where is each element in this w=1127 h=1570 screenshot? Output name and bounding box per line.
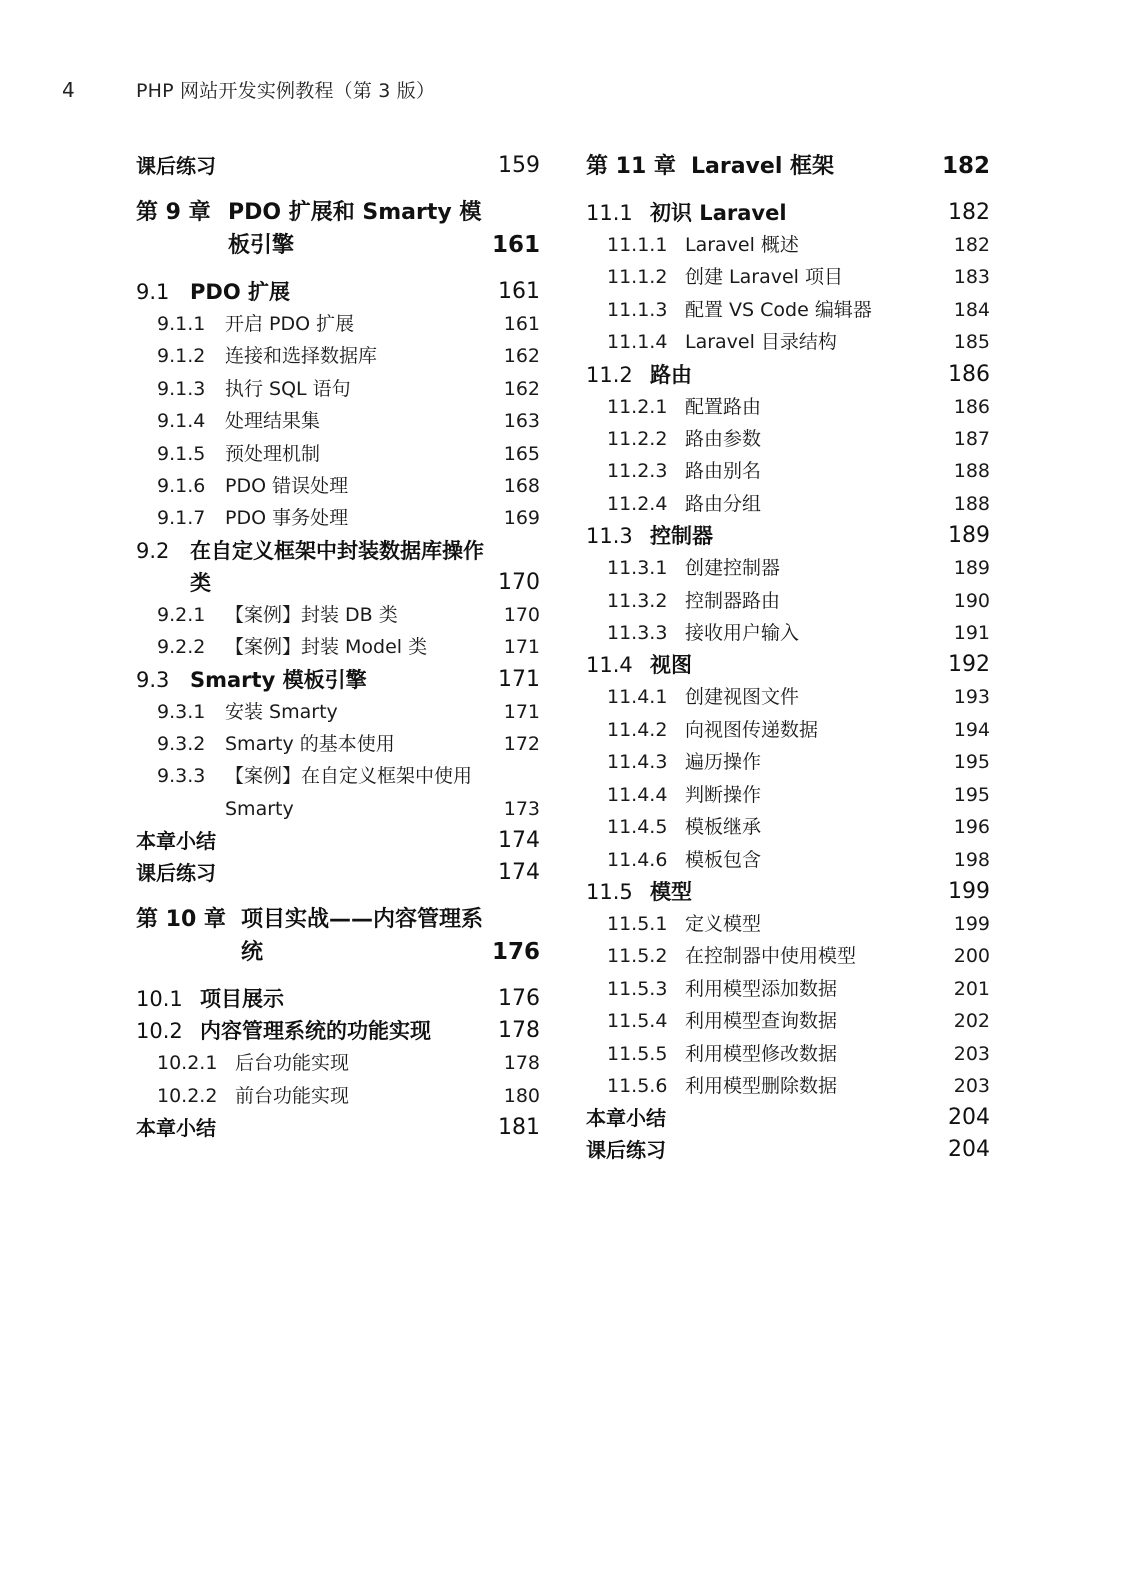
toc-entry-title: Laravel 目录结构	[685, 331, 837, 354]
toc-entry-page: 184	[953, 298, 990, 321]
toc-entry-page: 171	[503, 636, 540, 659]
toc-entry-title: 创建控制器	[685, 557, 781, 580]
toc-entry-number: 11.3.1	[607, 557, 668, 580]
toc-entry-title: PDO 错误处理	[225, 475, 349, 498]
toc-subsection[interactable]	[586, 940, 990, 972]
toc-entry-title: 路由参数	[685, 428, 762, 451]
toc-entry-title: 路由别名	[685, 460, 762, 483]
toc-entry-page: 176	[498, 986, 540, 1012]
toc-entry-page: 186	[953, 395, 990, 418]
toc-subsection[interactable]	[586, 423, 990, 455]
toc-subsection[interactable]	[586, 681, 990, 713]
toc-entry-page: 161	[503, 313, 540, 335]
toc-entry-page: 171	[503, 700, 540, 723]
toc-column-right	[586, 150, 990, 1166]
toc-entry-title: 控制器	[650, 524, 713, 549]
toc-subsection[interactable]	[586, 585, 990, 617]
toc-entry-title: 控制器路由	[685, 589, 781, 612]
toc-entry-title: 配置路由	[685, 395, 762, 418]
toc-entry-page: 171	[498, 666, 540, 692]
toc-entry-page: 180	[503, 1084, 540, 1107]
toc-spacer	[586, 183, 990, 197]
toc-entry-number: 11.1	[586, 201, 633, 225]
toc-entry-title: 【案例】封装 Model 类	[225, 636, 428, 659]
toc-subsection[interactable]	[586, 746, 990, 778]
toc-entry-page: 192	[948, 652, 990, 678]
toc-entry-title: 利用模型查询数据	[685, 1010, 838, 1033]
toc-section[interactable]	[586, 649, 990, 681]
page-number: 4	[62, 78, 75, 102]
toc-subsection[interactable]	[586, 844, 990, 876]
toc-entry-number: 11.1.2	[607, 266, 668, 289]
toc-entry-page: 163	[503, 410, 540, 433]
toc-entry-number: 9.1.4	[157, 410, 206, 433]
toc-entry-page: 187	[953, 428, 990, 451]
toc-entry-page: 183	[953, 266, 990, 289]
toc-item[interactable]	[586, 1134, 990, 1166]
toc-subsection[interactable]	[136, 405, 540, 437]
toc-entry-page: 190	[953, 589, 990, 612]
toc-entry-number: 11.2.3	[607, 460, 668, 483]
toc-entry-number: 11.5.6	[607, 1074, 668, 1097]
toc-section[interactable]	[136, 664, 540, 696]
toc-entry-title: Laravel 概述	[685, 234, 799, 256]
toc-item[interactable]	[136, 857, 540, 889]
toc-entry-number: 9.1.6	[157, 475, 206, 498]
toc-entry-number: 9.3.3	[157, 765, 206, 788]
toc-section[interactable]	[136, 1015, 540, 1047]
toc-entry-page: 198	[953, 848, 990, 871]
toc-spacer	[136, 262, 540, 276]
toc-spacer	[136, 182, 540, 196]
toc-spacer	[136, 969, 540, 983]
toc-section[interactable]	[136, 276, 540, 308]
toc-entry-number: 10.2.2	[157, 1084, 218, 1107]
toc-entry-number: 11.2.1	[607, 395, 668, 418]
toc-entry-title: 在自定义框架中封装数据库操作类	[190, 538, 484, 595]
toc-subsection[interactable]	[136, 470, 540, 502]
toc-entry-number: 9.2	[136, 538, 170, 563]
toc-entry-page: 170	[498, 569, 540, 595]
toc-entry-number: 9.2.2	[157, 636, 206, 659]
toc-entry-page: 173	[503, 797, 540, 820]
toc-section[interactable]	[136, 535, 540, 599]
toc-entry-page: 189	[948, 523, 990, 549]
toc-entry-number: 10.1	[136, 987, 183, 1012]
toc-entry-title: 课后练习	[136, 154, 216, 178]
toc-entry-title: PDO 扩展和 Smarty 模板引擎	[228, 200, 482, 258]
toc-entry-number: 11.3.3	[607, 622, 668, 645]
toc-subsection[interactable]	[136, 696, 540, 728]
toc-entry-title: 预处理机制	[225, 442, 321, 465]
toc-entry-title: 创建 Laravel 项目	[685, 266, 843, 289]
toc-subsection[interactable]	[586, 294, 990, 326]
toc-entry-number: 11.5.1	[607, 912, 668, 935]
toc-entry-page: 194	[953, 718, 990, 741]
toc-entry-number: 11.2	[586, 362, 633, 387]
toc-entry-number: 9.1.3	[157, 377, 206, 400]
toc-section[interactable]	[586, 876, 990, 908]
toc-entry-number: 9.3.2	[157, 733, 206, 756]
toc-subsection[interactable]	[136, 373, 540, 405]
toc-entry-title: 初识 Laravel	[650, 201, 787, 225]
toc-entry-page: 174	[498, 860, 540, 886]
toc-entry-page: 169	[503, 507, 540, 530]
toc-subsection[interactable]	[586, 908, 990, 940]
toc-entry-title: 判断操作	[685, 783, 762, 806]
toc-entry-page: 170	[503, 603, 540, 626]
toc-entry-title: PDO 扩展	[190, 280, 290, 304]
toc-entry-page: 182	[941, 153, 990, 179]
toc-entry-title: 模板包含	[685, 848, 762, 871]
toc-entry-page: 202	[953, 1010, 990, 1033]
toc-entry-title: 本章小结	[586, 1106, 666, 1131]
toc-entry-number: 11.3.2	[607, 589, 668, 612]
toc-entry-number: 11.2.4	[607, 492, 668, 515]
toc-entry-title: 处理结果集	[225, 410, 321, 433]
toc-subsection[interactable]	[136, 760, 540, 825]
toc-subsection[interactable]	[136, 631, 540, 663]
toc-entry-title: 路由分组	[685, 492, 762, 515]
toc-entry-number: 10.2.1	[157, 1052, 218, 1075]
toc-entry-number: 9.3	[136, 667, 170, 692]
toc-entry-title: 接收用户输入	[685, 622, 800, 645]
toc-subsection[interactable]	[586, 229, 990, 261]
toc-chapter[interactable]	[136, 903, 540, 969]
toc-entry-page: 161	[498, 279, 540, 304]
toc-entry-title: 课后练习	[136, 861, 216, 886]
toc-section[interactable]	[586, 359, 990, 391]
toc-entry-title: 利用模型删除数据	[685, 1074, 838, 1097]
toc-entry-number: 10.2	[136, 1019, 183, 1044]
toc-entry-number: 11.5.3	[607, 977, 668, 1000]
toc-entry-page: 176	[491, 939, 540, 966]
toc-entry-title: 利用模型修改数据	[685, 1042, 838, 1065]
toc-entry-title: 遍历操作	[685, 751, 762, 774]
toc-section[interactable]	[136, 983, 540, 1015]
toc-item[interactable]	[136, 1112, 540, 1144]
toc-entry-title: 路由	[650, 362, 692, 387]
toc-subsection[interactable]	[136, 438, 540, 470]
toc-entry-page: 188	[953, 460, 990, 483]
toc-entry-page: 165	[503, 442, 540, 465]
toc-entry-title: 后台功能实现	[235, 1052, 350, 1075]
toc-entry-title: Smarty 模板引擎	[190, 667, 367, 692]
toc-entry-title: 创建视图文件	[685, 686, 800, 709]
toc-subsection[interactable]	[586, 488, 990, 520]
toc-entry-page: 182	[953, 234, 990, 256]
toc-entry-page: 199	[948, 878, 990, 904]
toc-entry-number: 11.2.2	[607, 428, 668, 451]
toc-entry-title: 【案例】封装 DB 类	[225, 603, 398, 626]
toc-section[interactable]	[586, 520, 990, 552]
toc-entry-title: 定义模型	[685, 912, 762, 935]
toc-entry-title: 向视图传递数据	[685, 718, 819, 741]
toc-entry-title: 【案例】在自定义框架中使用 Smarty	[225, 765, 473, 820]
toc-entry-title: 本章小结	[136, 1116, 216, 1141]
toc-entry-page: 191	[953, 622, 990, 645]
toc-entry-number: 11.4.3	[607, 751, 668, 774]
toc-entry-title: 本章小结	[136, 829, 216, 854]
toc-entry-title: 安装 Smarty	[225, 700, 338, 723]
toc-subsection[interactable]	[586, 811, 990, 843]
toc-entry-page: 168	[503, 475, 540, 498]
toc-entry-number: 11.5.5	[607, 1042, 668, 1065]
toc-subsection[interactable]	[586, 391, 990, 423]
toc-entry-page: 203	[953, 1074, 990, 1097]
toc-entry-title: 视图	[650, 653, 692, 678]
toc-subsection[interactable]	[136, 308, 540, 340]
toc-subsection[interactable]	[586, 779, 990, 811]
toc-entry-page: 201	[953, 977, 990, 1000]
toc-entry-page: 174	[498, 828, 540, 854]
toc-entry-number: 9.2.1	[157, 603, 206, 626]
toc-entry-number: 第 10 章	[136, 907, 226, 933]
toc-subsection[interactable]	[586, 617, 990, 649]
toc-entry-number: 9.1.7	[157, 507, 206, 530]
toc-entry-number: 11.5	[586, 879, 633, 904]
toc-entry-title: 在控制器中使用模型	[685, 945, 857, 968]
toc-entry-page: 204	[948, 1137, 990, 1163]
toc-item[interactable]	[136, 150, 540, 182]
toc-entry-page: 204	[948, 1105, 990, 1131]
toc-subsection[interactable]	[136, 1080, 540, 1112]
toc-entry-number: 11.4	[586, 653, 633, 678]
toc-entry-title: 项目展示	[200, 987, 284, 1012]
toc-subsection[interactable]	[586, 714, 990, 746]
toc-entry-page: 196	[953, 816, 990, 839]
toc-entry-page: 189	[953, 557, 990, 580]
toc-subsection[interactable]	[586, 326, 990, 358]
toc-entry-number: 11.4.6	[607, 848, 668, 871]
toc-entry-page: 193	[953, 686, 990, 709]
toc-entry-title: Smarty 的基本使用	[225, 733, 395, 756]
toc-entry-number: 9.1.5	[157, 442, 206, 465]
toc-column-left	[136, 150, 540, 1144]
toc-entry-title: Laravel 框架	[691, 154, 835, 179]
toc-entry-number: 11.1.3	[607, 298, 668, 321]
toc-subsection[interactable]	[586, 552, 990, 584]
toc-spacer	[136, 889, 540, 903]
toc-item[interactable]	[586, 1102, 990, 1134]
toc-entry-number: 11.4.4	[607, 783, 668, 806]
toc-entry-number: 11.4.1	[607, 686, 668, 709]
toc-chapter[interactable]	[136, 196, 540, 262]
toc-subsection[interactable]	[136, 728, 540, 760]
toc-entry-page: 200	[953, 945, 990, 968]
toc-entry-page: 199	[953, 912, 990, 935]
toc-section[interactable]	[586, 197, 990, 229]
toc-entry-number: 11.4.5	[607, 816, 668, 839]
toc-entry-number: 11.5.4	[607, 1010, 668, 1033]
toc-subsection[interactable]	[586, 455, 990, 487]
toc-entry-number: 第 9 章	[136, 200, 211, 225]
toc-entry-title: 课后练习	[586, 1138, 666, 1163]
toc-entry-number: 11.1.4	[607, 331, 668, 354]
toc-entry-number: 9.3.1	[157, 700, 206, 723]
toc-entry-page: 186	[948, 361, 990, 387]
toc-entry-page: 203	[953, 1042, 990, 1065]
toc-subsection[interactable]	[586, 973, 990, 1005]
toc-entry-number: 第 11 章	[586, 154, 676, 179]
toc-entry-number: 11.1.1	[607, 234, 668, 256]
toc-entry-number: 11.3	[586, 524, 633, 549]
toc-entry-page: 178	[498, 1018, 540, 1044]
toc-entry-number: 9.1.2	[157, 345, 206, 368]
toc-entry-title: 配置 VS Code 编辑器	[685, 298, 872, 321]
toc-entry-title: PDO 事务处理	[225, 507, 349, 530]
toc-subsection[interactable]	[136, 1047, 540, 1079]
toc-subsection[interactable]	[136, 340, 540, 372]
toc-entry-title: 利用模型添加数据	[685, 977, 838, 1000]
toc-entry-number: 11.4.2	[607, 718, 668, 741]
toc-item[interactable]	[136, 825, 540, 857]
toc-chapter[interactable]	[586, 150, 990, 183]
toc-entry-number: 9.1	[136, 280, 170, 304]
toc-entry-title: 执行 SQL 语句	[225, 377, 351, 400]
toc-entry-number: 9.1.1	[157, 313, 206, 335]
toc-entry-title: 模型	[650, 879, 692, 904]
toc-entry-page: 195	[953, 751, 990, 774]
toc-entry-page: 159	[498, 153, 540, 178]
toc-entry-number: 11.5.2	[607, 945, 668, 968]
toc-entry-page: 188	[953, 492, 990, 515]
toc-subsection[interactable]	[586, 261, 990, 293]
toc-entry-page: 161	[491, 232, 540, 258]
toc-entry-title: 前台功能实现	[235, 1084, 350, 1107]
toc-entry-page: 195	[953, 783, 990, 806]
book-title: PHP 网站开发实例教程（第 3 版）	[136, 80, 436, 102]
page-header	[62, 76, 435, 103]
toc-entry-title: 项目实战——内容管理系统	[241, 907, 484, 966]
toc-entry-title: 连接和选择数据库	[225, 345, 378, 368]
toc-entry-page: 181	[498, 1115, 540, 1141]
toc-entry-page: 178	[503, 1052, 540, 1075]
toc-entry-page: 172	[503, 733, 540, 756]
toc-entry-title: 开启 PDO 扩展	[225, 313, 355, 335]
toc-subsection[interactable]	[136, 502, 540, 534]
toc-entry-page: 162	[503, 345, 540, 368]
toc-subsection[interactable]	[586, 1038, 990, 1070]
toc-entry-title: 模板继承	[685, 816, 762, 839]
toc-subsection[interactable]	[136, 599, 540, 631]
toc-entry-page: 182	[948, 200, 990, 225]
toc-subsection[interactable]	[586, 1070, 990, 1102]
toc-subsection[interactable]	[586, 1005, 990, 1037]
toc-entry-title: 内容管理系统的功能实现	[200, 1019, 431, 1044]
toc-entry-page: 185	[953, 331, 990, 354]
toc-entry-page: 162	[503, 377, 540, 400]
